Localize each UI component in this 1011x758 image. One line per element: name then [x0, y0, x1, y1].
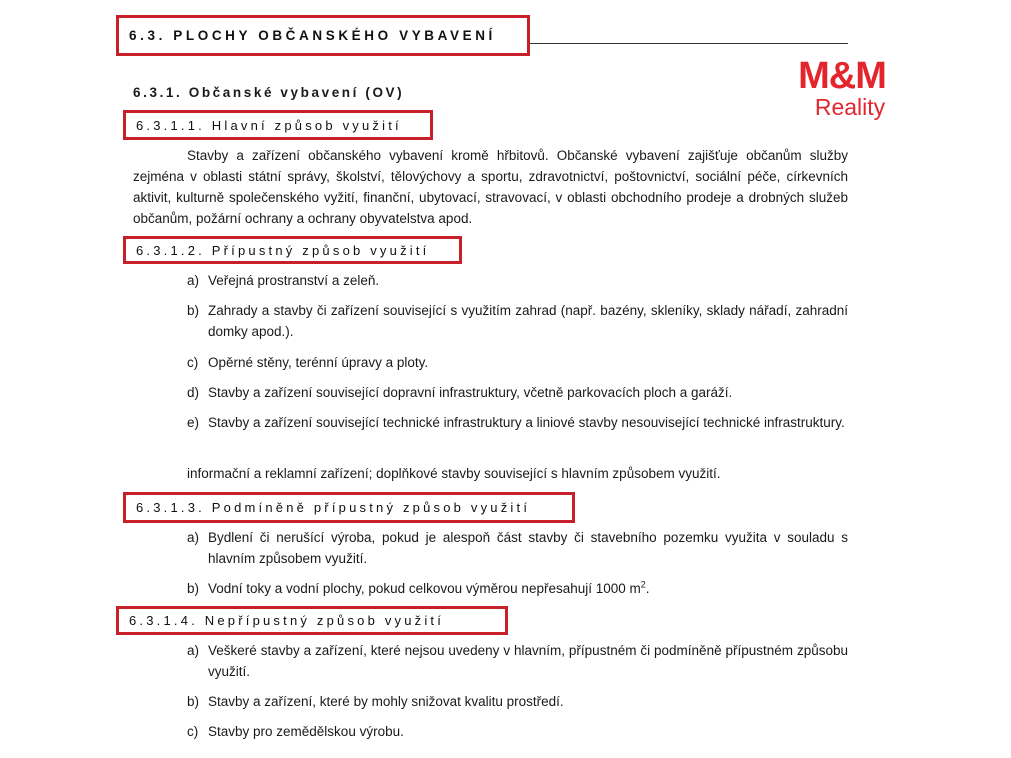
list-item	[187, 640, 848, 682]
list-item-text-main: Vodní toky a vodní plochy, pokud celkovou výměrou nepřesahují 1000 m	[208, 581, 641, 596]
permitted-heading-box	[123, 236, 462, 264]
list-item-text: Veškeré stavby a zařízení, které nejsou uvedeny v hlavním, přípustném či podmíněně přípustném způsobu využití.	[208, 643, 848, 679]
list-marker: c)	[187, 355, 199, 370]
list-item	[187, 412, 848, 433]
list-marker: a)	[187, 643, 200, 658]
main-use-heading-box	[123, 110, 433, 140]
list-item	[187, 691, 848, 712]
list-item-text: Stavby a zařízení, které by mohly snižovat kvalitu prostředí.	[208, 694, 564, 709]
list-item	[187, 527, 848, 569]
list-item-text: Stavby a zařízení související technické infrastruktury a liniové stavby nesouvisející technické infrastruktury.	[208, 415, 845, 430]
list-marker: c)	[187, 724, 199, 739]
list-item	[187, 382, 848, 403]
list-item	[187, 721, 848, 742]
list-marker: b)	[187, 694, 200, 709]
list-item	[187, 270, 848, 291]
main-use-paragraph	[133, 145, 848, 229]
section-title-box	[116, 15, 530, 56]
list-marker: a)	[187, 273, 200, 288]
list-marker: b)	[187, 581, 200, 596]
list-item-text: Veřejná prostranství a zeleň.	[208, 273, 380, 288]
list-marker: a)	[187, 530, 200, 545]
main-use-heading: 6.3.1.1. Hlavní způsob využití	[136, 117, 402, 133]
mm-reality-logo	[782, 57, 902, 119]
list-item-text	[208, 578, 848, 599]
forbidden-heading: 6.3.1.4. Nepřípustný způsob využití	[129, 613, 445, 628]
list-item-text: Zahrady a stavby či zařízení související s využitím zahrad (např. bazény, skleníky, sklady nářadí, zahradní domky apod.).	[208, 303, 848, 339]
list-marker: b)	[187, 303, 200, 318]
list-item-text: Stavby a zařízení související dopravní infrastruktury, včetně parkovacích ploch a garáží.	[208, 385, 733, 400]
forbidden-heading-box	[116, 606, 508, 635]
list-marker: e)	[187, 415, 200, 430]
list-item-text: Stavby pro zemědělskou výrobu.	[208, 724, 404, 739]
list-item-text-tail: .	[645, 581, 650, 596]
section-title-rule	[530, 43, 848, 44]
list-item	[187, 578, 848, 599]
logo-bottom-text: Reality	[814, 94, 886, 120]
conditional-heading-box	[123, 492, 575, 523]
list-item	[187, 352, 848, 373]
permitted-heading: 6.3.1.2. Přípustný způsob využití	[136, 242, 430, 258]
section-title: 6.3. PLOCHY OBČANSKÉHO VYBAVENÍ	[129, 28, 496, 43]
superscript: 2	[640, 579, 646, 590]
logo-top-text: M&M	[798, 55, 886, 97]
list-item-text: Opěrné stěny, terénní úpravy a ploty.	[208, 355, 429, 370]
subsection-title: 6.3.1. Občanské vybavení (OV)	[133, 85, 405, 100]
list-item-text: Bydlení či nerušící výroba, pokud je alespoň část stavby či stavebního pozemku využita v souladu s hlavním způsobem využití.	[208, 530, 848, 566]
permitted-note: informační a reklamní zařízení; doplňkové stavby související s hlavním způsobem využití.	[187, 466, 721, 481]
list-marker: d)	[187, 385, 200, 400]
conditional-heading: 6.3.1.3. Podmíněně přípustný způsob využití	[136, 500, 531, 515]
main-use-text: Stavby a zařízení občanského vybavení kromě hřbitovů. Občanské vybavení zajišťuje občanům služby zejména v oblasti státní správy, školství, tělovýchovy a sportu, zdravotnictví, poštovnictví, sociální péče, církevních aktivit, kulturně společenského vyžití, finanční, ubytovací, stravovací, v oblasti obchodního prodeje a drobných služeb občanům, požární ochrany a ochrany obyvatelstva apod.	[133, 148, 848, 226]
list-item	[187, 300, 848, 342]
